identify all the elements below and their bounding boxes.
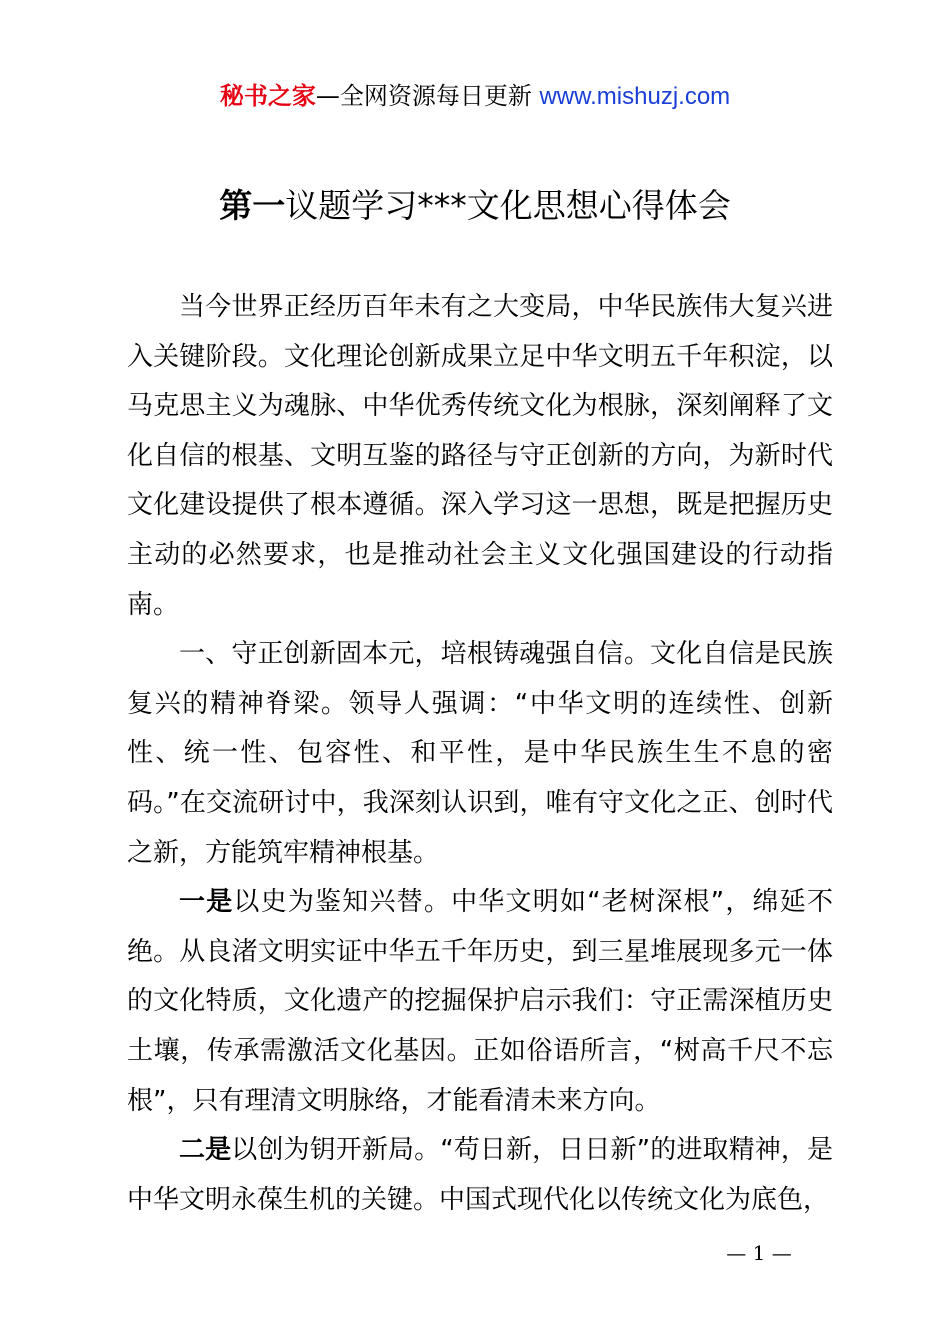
paragraph-lead: 一是 <box>179 887 234 918</box>
paragraph <box>127 1126 833 1225</box>
title-prefix: 第一 <box>219 186 286 225</box>
site-url[interactable]: www.mishuzj.com <box>539 83 731 110</box>
paragraph <box>127 630 833 878</box>
site-banner <box>0 80 950 113</box>
document-title <box>0 184 950 228</box>
paragraph-text: 以创为钥开新局。“苟日新，日日新”的进取精神，是中华文明永葆生机的关键。中国式现代化以传统文化为底色， <box>127 1135 833 1215</box>
paragraph <box>127 878 833 1126</box>
title-text: 议题学习***文化思想心得体会 <box>285 186 731 225</box>
paragraph <box>127 283 833 630</box>
banner-tagline: —全网资源每日更新 <box>315 82 532 110</box>
brand-name: 秘书之家 <box>219 82 316 110</box>
paragraph-text: 以史为鉴知兴替。中华文明如“老树深根”，绵延不绝。从良渚文明实证中华五千年历史，到三星堆展现多元一体的文化特质，文化遗产的挖掘保护启示我们：守正需深植历史土壤，传承需激活文化基因。正如俗语所言，“树高千尺不忘根”，只有理清文明脉络，才能看清未来方向。 <box>127 887 833 1116</box>
paragraph-text: 一、守正创新固本元，培根铸魂强自信。文化自信是民族复兴的精神脊梁。领导人强调：“中华文明的连续性、创新性、统一性、包容性、和平性，是中华民族生生不息的密码。”在交流研讨中，我深刻认识到，唯有守文化之正、创时代之新，方能筑牢精神根基。 <box>127 639 833 868</box>
paragraph-text: 当今世界正经历百年未有之大变局，中华民族伟大复兴进入关键阶段。文化理论创新成果立足中华文明五千年积淀，以马克思主义为魂脉、中华优秀传统文化为根脉，深刻阐释了文化自信的根基、文明互鉴的路径与守正创新的方向，为新时代文化建设提供了根本遵循。深入学习这一思想，既是把握历史主动的必然要求，也是推动社会主义文化强国建设的行动指南。 <box>127 292 833 620</box>
document-body <box>127 283 833 1225</box>
paragraph-lead: 二是 <box>179 1135 232 1166</box>
page-number: — 1 — <box>726 1241 792 1265</box>
